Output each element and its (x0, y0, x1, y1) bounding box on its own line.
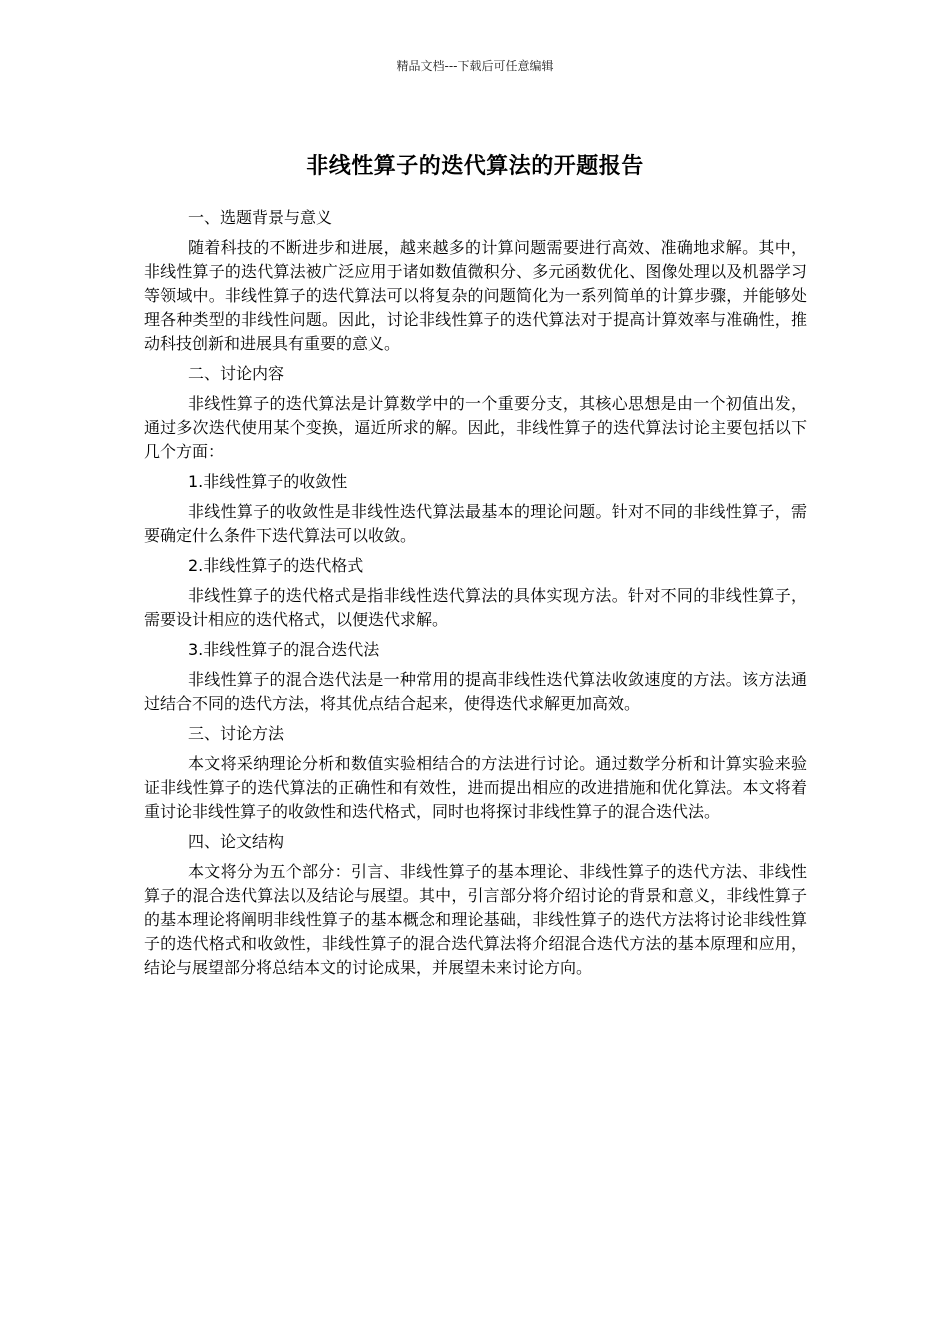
subheading-iteration-scheme: 2.非线性算子的迭代格式 (188, 556, 364, 575)
paragraph-structure: 本文将分为五个部分：引言、非线性算子的基本理论、非线性算子的迭代方法、非线性算子的混合迭代算法以及结论与展望。其中，引言部分将介绍讨论的背景和意义，非线性算子的基本理论将阐明非线性算子的基本概念和理论基础，非线性算子的迭代方法将讨论非线性算子的迭代格式和收敛性，非线性算子的混合迭代算法将介绍混合迭代方法的基本原理和应用，结论与展望部分将总结本文的讨论成果，并展望未来讨论方向。 (144, 862, 807, 977)
document-title: 非线性算子的迭代算法的开题报告 (306, 153, 644, 179)
section-heading-methods: 三、讨论方法 (188, 724, 285, 743)
section-heading-structure: 四、论文结构 (188, 832, 285, 851)
paragraph-content-intro: 非线性算子的迭代算法是计算数学中的一个重要分支，其核心思想是由一个初值出发，通过多次迭代使用某个变换，逼近所求的解。因此，非线性算子的迭代算法讨论主要包括以下几个方面： (144, 394, 807, 461)
subheading-convergence: 1.非线性算子的收敛性 (188, 472, 348, 491)
document-body (144, 206, 807, 986)
paragraph-hybrid-iteration: 非线性算子的混合迭代法是一种常用的提高非线性迭代算法收敛速度的方法。该方法通过结合不同的迭代方法，将其优点结合起来，使得迭代求解更加高效。 (144, 670, 807, 713)
section-heading-content: 二、讨论内容 (188, 364, 285, 383)
paragraph-background: 随着科技的不断进步和进展，越来越多的计算问题需要进行高效、准确地求解。其中，非线性算子的迭代算法被广泛应用于诸如数值微积分、多元函数优化、图像处理以及机器学习等领域中。非线性算子的迭代算法可以将复杂的问题简化为一系列简单的计算步骤，并能够处理各种类型的非线性问题。因此，讨论非线性算子的迭代算法对于提高计算效率与准确性，推动科技创新和进展具有重要的意义。 (144, 238, 807, 353)
section-heading-background: 一、选题背景与意义 (188, 208, 333, 227)
subheading-hybrid-iteration: 3.非线性算子的混合迭代法 (188, 640, 380, 659)
paragraph-methods: 本文将采纳理论分析和数值实验相结合的方法进行讨论。通过数学分析和计算实验来验证非线性算子的迭代算法的正确性和有效性，进而提出相应的改进措施和优化算法。本文将着重讨论非线性算子的收敛性和迭代格式，同时也将探讨非线性算子的混合迭代法。 (144, 754, 807, 821)
paragraph-iteration-scheme: 非线性算子的迭代格式是指非线性迭代算法的具体实现方法。针对不同的非线性算子，需要设计相应的迭代格式，以便迭代求解。 (144, 586, 807, 629)
paragraph-convergence: 非线性算子的收敛性是非线性迭代算法最基本的理论问题。针对不同的非线性算子，需要确定什么条件下迭代算法可以收敛。 (144, 502, 807, 545)
page-header-note: 精品文档---下载后可任意编辑 (396, 59, 554, 73)
